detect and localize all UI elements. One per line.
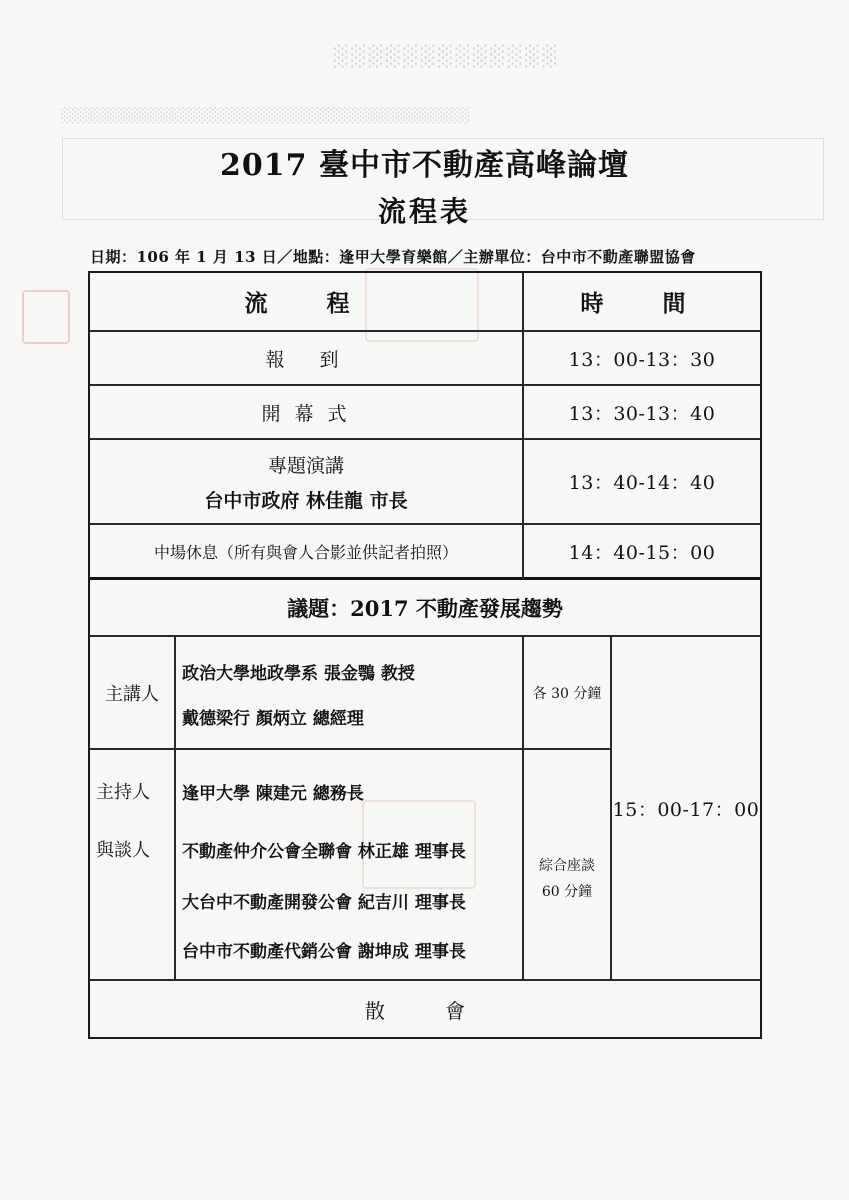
row-time: 14：40-15：00 (568, 541, 716, 564)
closing: 散 會 (365, 998, 485, 1023)
panel-duration-line: 綜合座談 (539, 858, 595, 874)
panel-member: 台中市不動產代銷公會 謝坤成 理事長 (182, 942, 466, 962)
row-time: 13：40-14：40 (568, 472, 716, 494)
row-step: 報 到 (265, 348, 347, 371)
panel-role-panelist: 與談人 (96, 840, 150, 861)
header-step: 流 程 (244, 290, 368, 317)
panel-duration-line: 60 分鐘 (541, 884, 593, 900)
row-step-line: 專題演講 (267, 454, 344, 477)
panel-duration (524, 848, 610, 908)
header-time: 時 間 (580, 290, 704, 317)
row-step-line: 台中市政府 林佳龍 市長 (204, 489, 408, 512)
document-subtitle: 流程表 (377, 195, 471, 228)
panel-role-host: 主持人 (96, 782, 150, 803)
schedule-table (88, 271, 762, 1039)
bleed-through-stamp (22, 290, 70, 344)
row-time: 13：00-13：30 (568, 348, 716, 371)
bleed-through-heading: ░░░░░░░░░░░░░ (330, 44, 556, 68)
document-title: 2017 臺中市不動產高峰論壇 (220, 148, 629, 183)
keynote-speaker: 戴德梁行 顏炳立 總經理 (182, 709, 364, 729)
keynote-role: 主講人 (105, 683, 159, 705)
topic-title: 議題：2017 不動產發展趨勢 (287, 595, 563, 621)
row-step: 開 幕 式 (261, 402, 351, 425)
keynote-speaker: 政治大學地政學系 張金鶚 教授 (182, 664, 415, 684)
row-time: 13：30-13：40 (568, 402, 716, 425)
row-step: 中場休息（所有與會人合影並供記者拍照） (153, 542, 458, 562)
bleed-through-line: ░░░░░░░░░░░░░░░░░░░░░░░░░░░░░░░░░░░░░░ (60, 108, 470, 124)
event-info-line: 日期：106 年 1 月 13 日／地點：逢甲大學育樂館／主辦單位：台中市不動產聯盟協會 (90, 248, 696, 266)
panel-member: 逢甲大學 陳建元 總務長 (182, 784, 364, 804)
panel-member: 大台中不動產開發公會 紀吉川 理事長 (182, 893, 466, 913)
panel-member: 不動產仲介公會全聯會 林正雄 理事長 (182, 842, 466, 862)
session-time: 15：00-17：00 (612, 798, 760, 821)
keynote-duration: 各 30 分鐘 (532, 685, 602, 702)
row-step (90, 440, 522, 523)
